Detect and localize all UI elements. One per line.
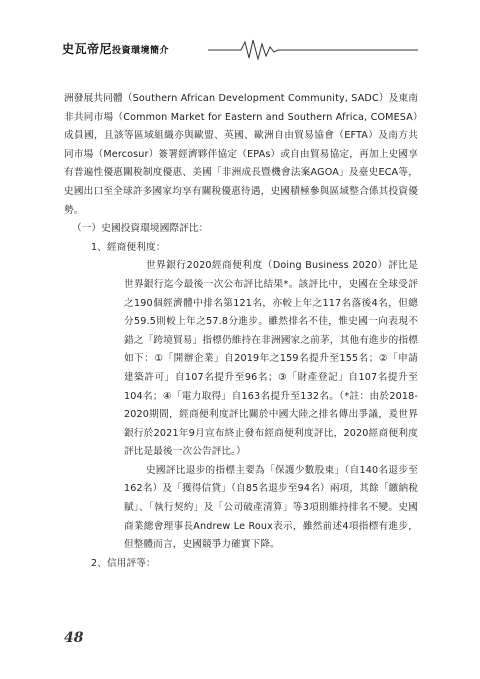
running-header <box>62 38 418 60</box>
paragraph-doing-business: 世界銀行2020經商便利度（Doing Business 2020）評比是世界銀行迄今最後一次公布評比結果*。該評比中，史國在全球受評之190個經濟體中排名第121名，亦較上年之117名落後4名，但總分59.5則較上年之57.8分進步。雖然排名不佳，惟史國一向表現不錯之「跨境貿易」指標仍維持在非洲國家之前茅，其他有進步的指標如下：①「開辦企業」自2019年之159名提升至155名；②「申請建築許可」自107名提升至96名；③「財產登記」自107名提升至104名；④「電力取得」自163名提升至132名。（*註：由於2018-2020期間，經商便利度評比關於中國大陸之排名傳出爭議，爰世界銀行於2021年9月宣布終止發布經商便利度評比，2020經商便利度評比是最後一次公告評比。） <box>124 260 418 458</box>
paragraph-ranking-decline: 史國評比退步的指標主要為「保護少數股東」（自140名退步至162名）及「獲得信貸」（自85名退步至94名）兩項，其餘「繳納稅賦」、「執行契約」及「公司破產清算」等3項則維持排名不變。史國商業總會理事長Andrew Le Roux表示，雖然前述4項指標有進步，但整體而言，史國競爭力確實下降。 <box>124 464 418 551</box>
section-heading-1: （一）史國投資環境國際評比： <box>72 223 209 235</box>
subsection-heading-1: 1、經商便利度： <box>91 241 166 253</box>
heartbeat-line-icon <box>208 38 418 60</box>
header-title <box>62 40 169 57</box>
subsection-heading-2: 2、信用評等： <box>91 557 156 569</box>
paragraph-intro: 洲發展共同體（Southern African Development Community, SADC）及東南非共同市場（Common Market for Eastern and Southern Africa, COMESA）成員國，且該等區域組織亦與歐盟、英國、歐洲自由貿易協會（EFTA）及南方共同市場（Mercosur）簽署經濟夥伴協定（EPAs）或自由貿易協定，再加上史國享有普遍性優惠關稅制度優惠、美國「非洲成長暨機會法案AGOA」及臺史ECA等，史國出口至全球許多國家均享有關稅優惠待遇，史國積極參與區域整合係其投資優勢。 <box>64 93 418 216</box>
body-text <box>64 90 418 573</box>
page-number: 48 <box>64 630 84 646</box>
header-country: 史瓦帝尼 <box>62 42 113 56</box>
header-subtitle: 投資環境簡介 <box>112 46 170 56</box>
